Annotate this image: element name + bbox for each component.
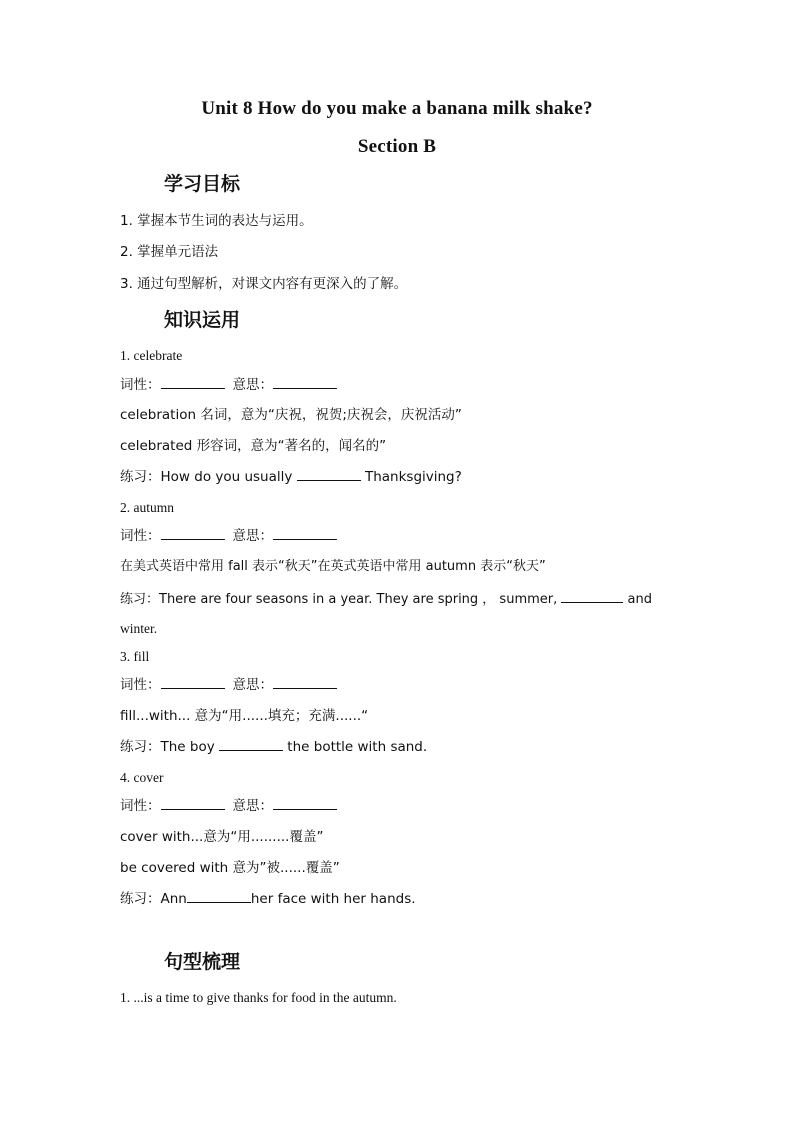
exercise-blank <box>219 738 283 751</box>
exercise-text: 练习：Ann <box>120 891 187 907</box>
knowledge-heading: 知识运用 <box>164 309 241 331</box>
objectives-heading: 学习目标 <box>164 173 241 195</box>
part-of-speech-label: 词性： <box>120 377 161 393</box>
exercise-text: and <box>623 592 652 607</box>
part-of-speech-blank <box>161 527 225 540</box>
exercise-text: her face with her hands. <box>250 891 416 907</box>
part-of-speech-label: 词性： <box>120 798 161 814</box>
word-2-blanks <box>120 527 337 545</box>
part-of-speech-label: 词性： <box>120 677 161 693</box>
exercise-text: 练习：How do you usually <box>120 469 297 485</box>
word-1-blanks <box>120 376 337 394</box>
word-1-exercise <box>120 468 462 486</box>
unit-title: Unit 8 How do you make a banana milk shake? <box>201 98 593 119</box>
part-of-speech-blank <box>161 676 225 689</box>
exercise-text: 练习：There are four seasons in a year. They are spring ， summer, <box>120 592 562 607</box>
word-4-exercise <box>120 890 416 908</box>
meaning-blank <box>273 797 337 810</box>
exercise-text: 练习：The boy <box>120 739 220 755</box>
section-title: Section B <box>357 136 437 157</box>
word-4-note-2: be covered with 意为”被......覆盖” <box>120 860 340 876</box>
exercise-blank <box>297 468 361 481</box>
word-2-exercise-cont: winter. <box>120 621 158 636</box>
exercise-text: the bottle with sand. <box>283 739 428 755</box>
word-2-exercise <box>120 590 652 609</box>
meaning-blank <box>273 527 337 540</box>
meaning-blank <box>273 376 337 389</box>
word-2-note-1: 在美式英语中常用 fall 表示“秋天”在英式英语中常用 autumn 表示“秋天” <box>120 559 546 574</box>
word-3-exercise <box>120 738 427 756</box>
sentence-item-1: 1. ...is a time to give thanks for food in the autumn. <box>120 990 397 1005</box>
part-of-speech-label: 词性： <box>120 528 161 544</box>
word-1-note-1: celebration 名词，意为“庆祝，祝贺;庆祝会，庆祝活动” <box>120 407 462 423</box>
exercise-blank <box>187 890 251 903</box>
word-4-note-1: cover with...意为“用.........覆盖” <box>120 829 324 845</box>
part-of-speech-blank <box>161 376 225 389</box>
part-of-speech-blank <box>161 797 225 810</box>
word-3-title: 3. fill <box>120 649 150 664</box>
exercise-blank <box>561 590 623 603</box>
meaning-label: 意思： <box>232 677 273 693</box>
objective-item-2: 2. 掌握单元语法 <box>120 244 219 260</box>
word-1-title: 1. celebrate <box>120 348 183 363</box>
meaning-label: 意思： <box>232 377 273 393</box>
word-1-note-2: celebrated 形容词，意为“著名的，闻名的” <box>120 438 387 454</box>
objective-item-3: 3. 通过句型解析，对课文内容有更深入的了解。 <box>120 276 408 292</box>
word-3-note-1: fill...with... 意为“用......填充；充满......“ <box>120 708 369 724</box>
word-4-blanks <box>120 797 337 815</box>
word-4-title: 4. cover <box>120 770 164 785</box>
exercise-text: Thanksgiving? <box>360 469 462 485</box>
meaning-label: 意思： <box>232 798 273 814</box>
sentences-heading: 句型梳理 <box>164 951 241 973</box>
meaning-label: 意思： <box>232 528 273 544</box>
word-2-title: 2. autumn <box>120 500 174 515</box>
meaning-blank <box>273 676 337 689</box>
word-3-blanks <box>120 676 337 694</box>
objective-item-1: 1. 掌握本节生词的表达与运用。 <box>120 213 313 229</box>
